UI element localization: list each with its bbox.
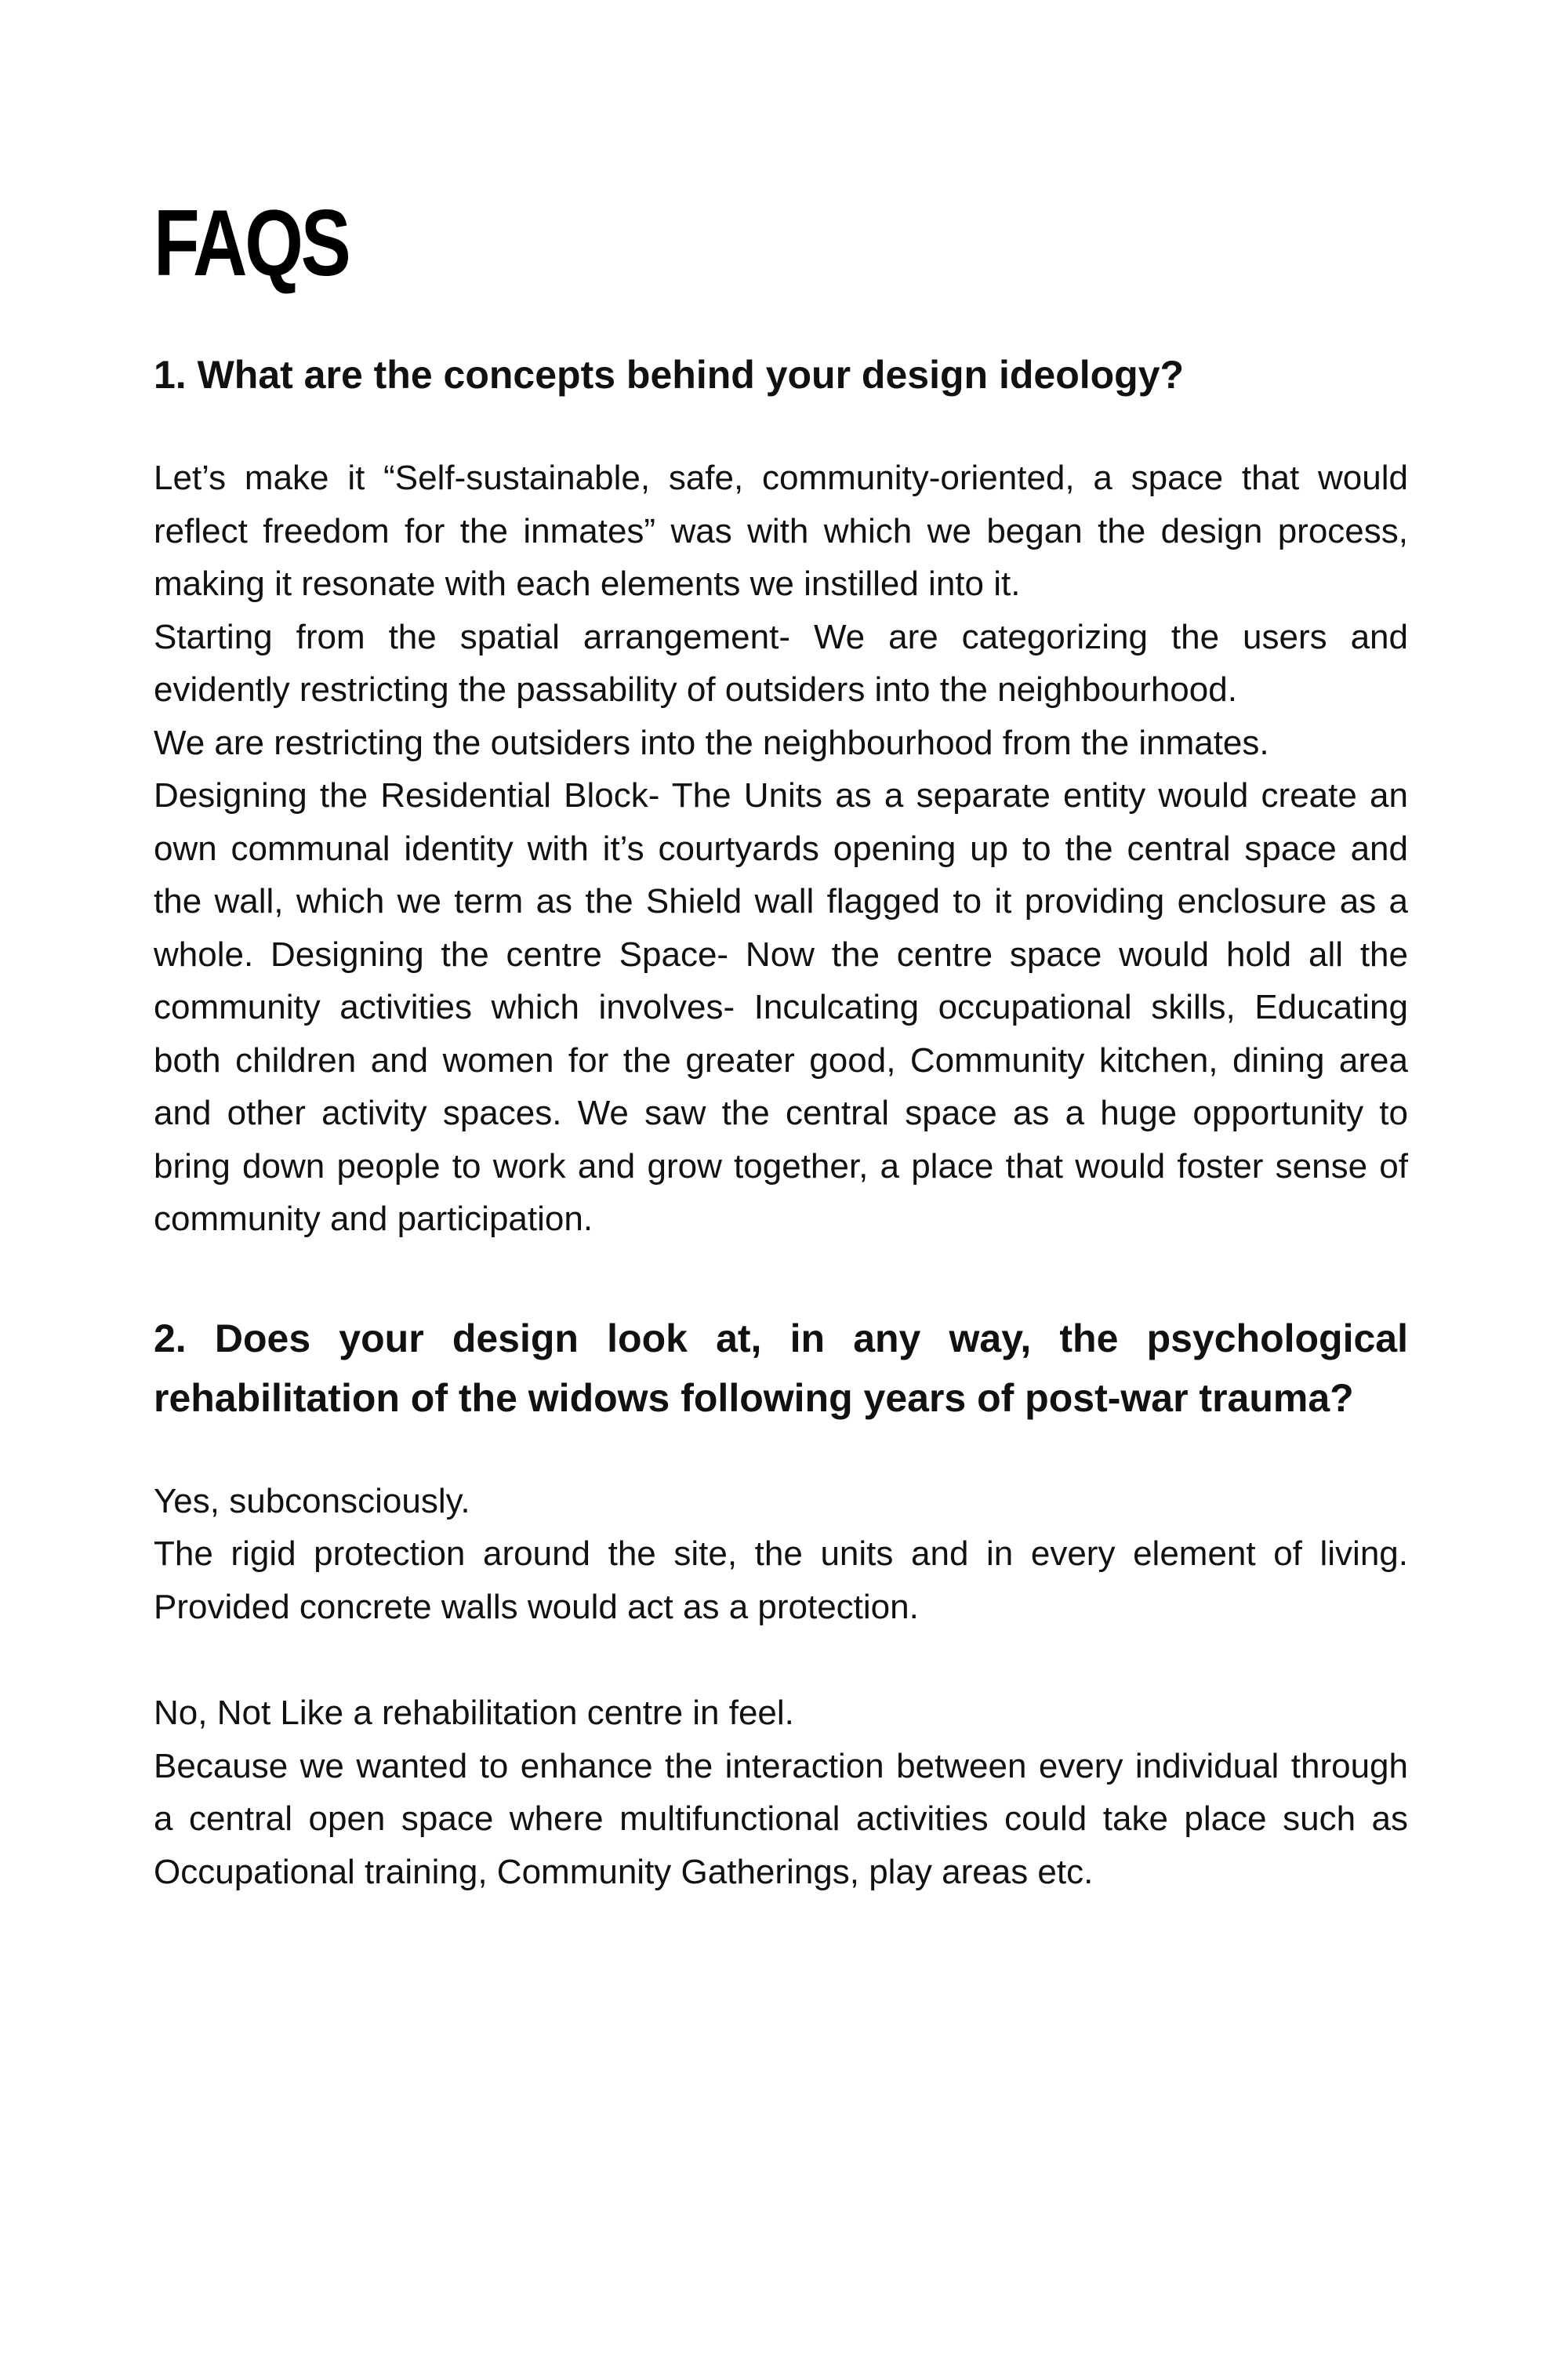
answer-paragraph: Because we wanted to enhance the interaction between every individual through a central open space where multifunctional activities could take place such as Occupational training, Community Gatherings, play areas etc. (154, 1746, 1408, 1891)
answer-paragraph: Starting from the spatial arrangement- We are categorizing the users and evidently restricting the passability of outsiders into the neighbourhood. (154, 617, 1408, 709)
answer-paragraph: The rigid protection around the site, the units and in every element of living. Provided concrete walls would act as a protection. (154, 1534, 1408, 1626)
faq-answer-1 (154, 452, 1408, 1246)
faq-item-2 (154, 1309, 1408, 1899)
section-spacer (154, 1246, 1408, 1309)
faq-question-1: 1. What are the concepts behind your design ideology? (154, 353, 1185, 397)
answer-paragraph: Yes, subconsciously. (154, 1481, 470, 1520)
page-title: FAQS (154, 191, 349, 296)
faq-question-2: 2. Does your design look at, in any way, the psychological rehabilitation of the widows following years of post-war trauma? (154, 1316, 1408, 1420)
paragraph-spacer (154, 1633, 1408, 1687)
answer-paragraph: We are restricting the outsiders into the neighbourhood from the inmates. (154, 723, 1269, 762)
faq-answer-2 (154, 1475, 1408, 1899)
faq-item-1 (154, 345, 1408, 1246)
answer-paragraph: Designing the Residential Block- The Units as a separate entity would create an own communal identity with it’s courtyards opening up to the central space and the wall, which we term as the Shield wall flagged to it providing enclosure as a whole. Designing the centre Space- Now the centre space would hold all the community activities which involves- Inculcating occupational skills, Educating both children and women for the greater good, Community kitchen, dining area and other activity spaces. We saw the central space as a huge opportunity to bring down people to work and grow together, a place that would foster sense of community and participation. (154, 776, 1408, 1238)
answer-paragraph: No, Not Like a rehabilitation centre in feel. (154, 1694, 794, 1732)
faq-page (154, 188, 1408, 1898)
answer-paragraph: Let’s make it “Self-sustainable, safe, community-oriented, a space that would reflect freedom for the inmates” was with which we began the design process, making it resonate with each elements we instilled into it. (154, 459, 1408, 603)
